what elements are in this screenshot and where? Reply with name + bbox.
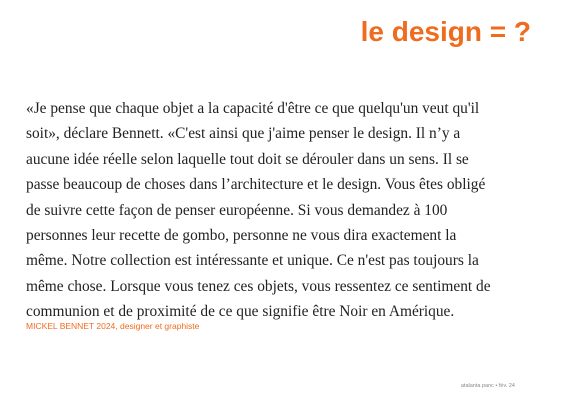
quote-line: «Je pense que chaque objet a la capacité d'être ce que quelqu'un veut qu'il	[26, 100, 480, 117]
quote-line: passe beaucoup de choses dans l’architecture et le design. Vous êtes obligé	[26, 176, 486, 194]
quote-line: personnes leur recette de gombo, personne ne vous dira exactement la	[26, 227, 457, 245]
quote-line: de suivre cette façon de penser européenne. Si vous demandez à 100	[26, 201, 448, 219]
slide-title: le design = ?	[360, 16, 531, 47]
quote-line: même. Notre collection est intéressante et unique. Ce n'est pas toujours la	[26, 252, 479, 270]
quote-line: même chose. Lorsque vous tenez ces objets, vous ressentez ce sentiment de	[26, 277, 491, 295]
slide-footer: atalanta panc • fév. 24	[460, 383, 515, 389]
quote-line: aucune idée réelle selon laquelle tout doit se dérouler dans un sens. Il se	[26, 150, 469, 168]
quote-line: communion et de proximité de ce que signifie être Noir en Amérique.	[26, 303, 455, 321]
quote-line: soit», déclare Bennett. «C'est ainsi que j'aime penser le design. Il n’y a	[26, 125, 461, 143]
quote-paragraph	[26, 96, 546, 325]
quote-attribution: MICKEL BENNET 2024, designer et graphiste	[26, 321, 200, 331]
